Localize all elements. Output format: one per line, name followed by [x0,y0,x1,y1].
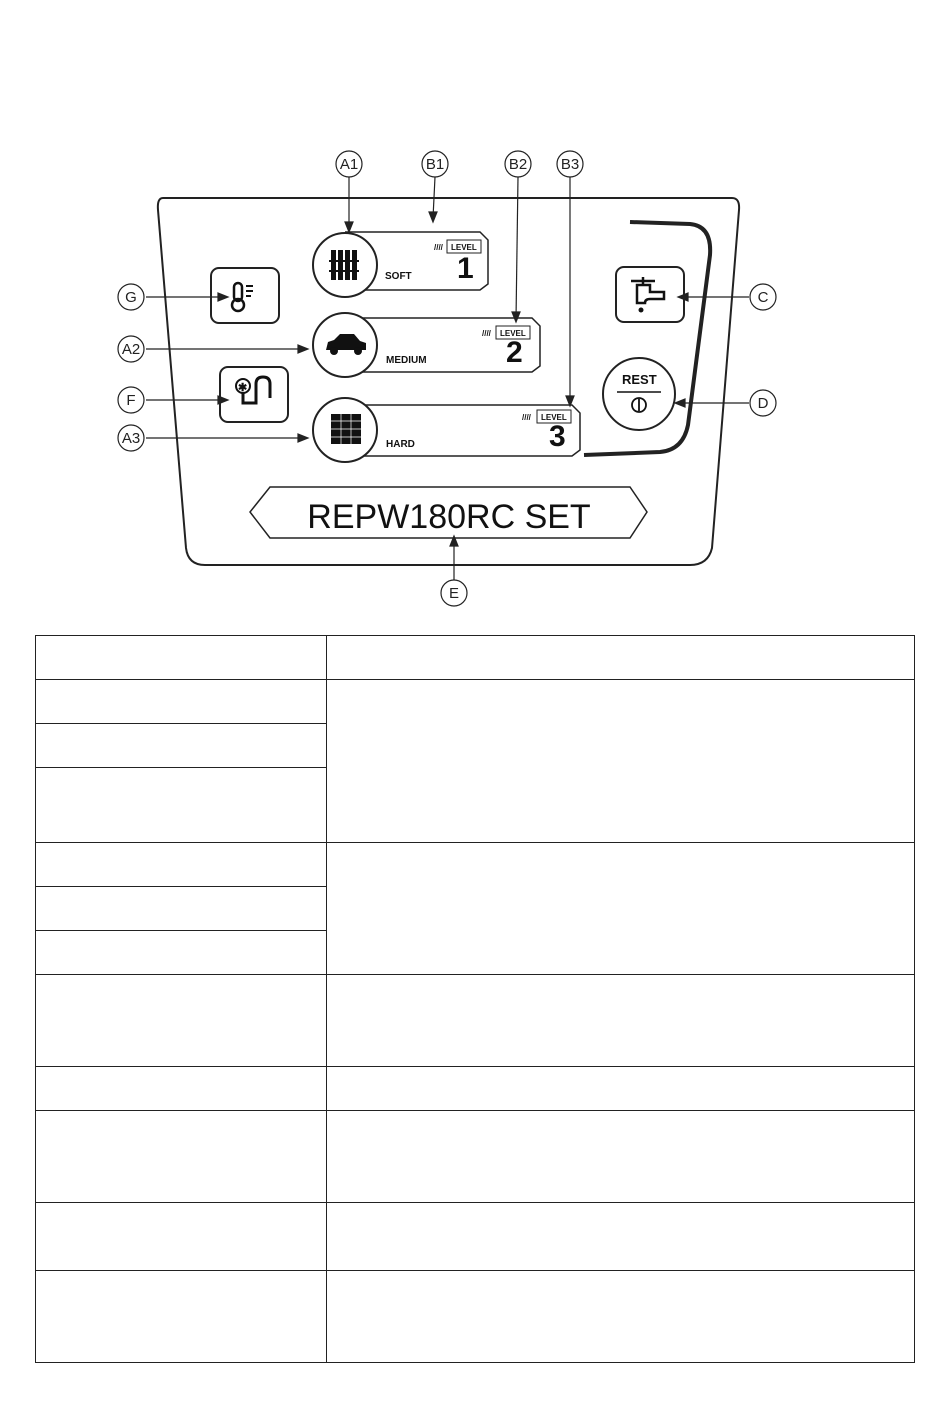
table-cell [36,636,327,680]
svg-text:A2: A2 [121,341,141,358]
table-cell [327,636,915,680]
control-panel-diagram [0,0,950,610]
level-slashes: //// [482,329,491,338]
reset-power-button[interactable] [603,358,675,430]
mode-name-medium: MEDIUM [386,355,427,366]
table-cell [36,931,327,975]
callout-C [750,284,776,310]
svg-text:B2: B2 [508,156,528,173]
tap-button[interactable] [616,267,684,322]
table-row [36,636,915,680]
svg-text:G: G [125,289,137,306]
level-digit-3: 3 [549,420,566,453]
svg-text:F: F [126,392,136,409]
callout-D [750,390,776,416]
svg-text:E: E [448,585,460,602]
table-cell [327,975,915,1067]
table-cell [327,843,915,975]
table-cell [36,975,327,1067]
table-cell [36,1067,327,1111]
svg-text:A3: A3 [121,430,141,447]
table-cell [36,768,327,843]
callout-B1 [422,151,448,177]
table-cell [327,1067,915,1111]
callout-A1 [336,151,362,177]
table-row [36,975,915,1067]
svg-text:D: D [757,395,769,412]
callout-E [441,580,467,606]
table-cell [36,843,327,887]
level-label-1: LEVEL [451,243,477,252]
mode-name-soft: SOFT [385,271,412,282]
svg-text:B1: B1 [425,156,445,173]
mode-soft[interactable] [313,232,488,297]
mode-medium[interactable] [313,313,540,377]
level-digit-1: 1 [457,252,474,285]
table-cell [36,724,327,768]
model-display [250,487,647,538]
callout-A3 [118,425,144,451]
level-slashes: //// [434,243,443,252]
table-row [36,1067,915,1111]
svg-text:C: C [757,289,769,306]
level-label-2: LEVEL [500,329,526,338]
pipe-button[interactable] [220,367,288,422]
table-cell [327,1111,915,1203]
table-cell [36,1203,327,1271]
table-row [36,1271,915,1363]
table-cell [327,1203,915,1271]
level-slashes: //// [522,413,531,422]
callout-G [118,284,144,310]
table-cell [36,887,327,931]
wall-icon [331,414,361,444]
table-cell [327,1271,915,1363]
table-row [36,843,915,887]
table-row [36,1203,915,1271]
table-cell [36,1111,327,1203]
svg-text:✱: ✱ [238,382,248,394]
level-digit-2: 2 [506,336,523,369]
svg-text:B3: B3 [560,156,580,173]
table-cell [36,1271,327,1363]
callout-A2 [118,336,144,362]
table-row [36,680,915,724]
callout-B2 [505,151,531,177]
mode-hard[interactable] [313,398,580,462]
callout-B3 [557,151,583,177]
model-name: REPW180RC SET [307,498,591,536]
callout-F [118,387,144,413]
level-label-3: LEVEL [541,413,567,422]
specification-table [35,635,915,1363]
table-row [36,1111,915,1203]
svg-text:A1: A1 [339,156,359,173]
table-cell [327,680,915,843]
table-cell [36,680,327,724]
reset-label: REST [622,372,657,387]
mode-name-hard: HARD [386,439,415,450]
